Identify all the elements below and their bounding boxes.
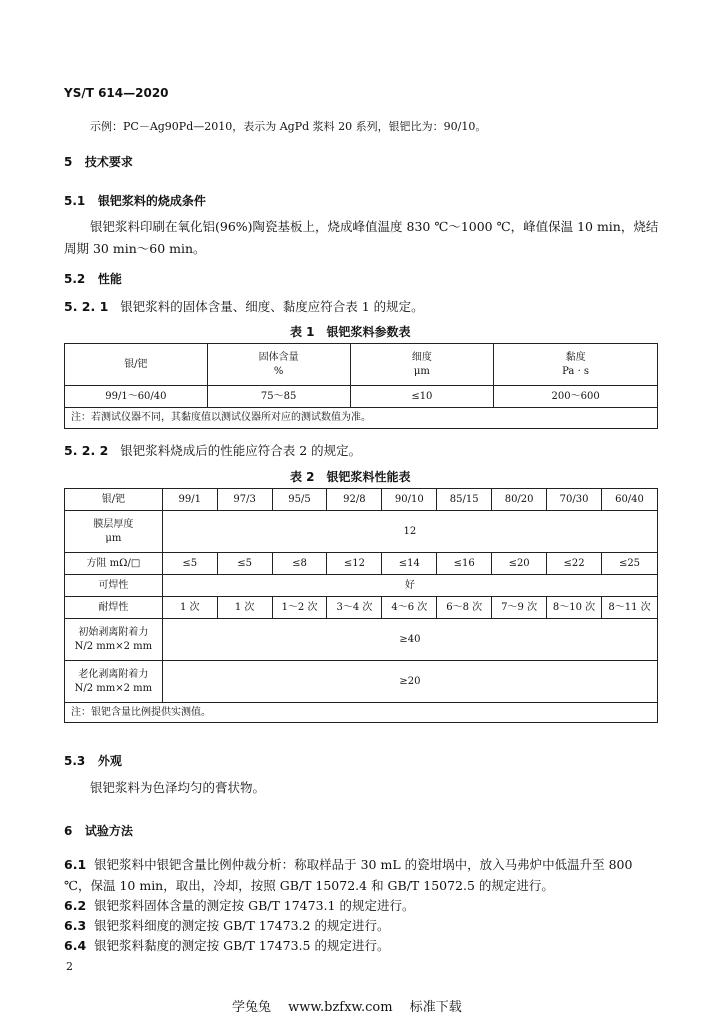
document-header: YS/T 614—2020 bbox=[64, 86, 169, 100]
row-label-unit: μm bbox=[105, 532, 122, 544]
clause-text: 银钯浆料烧成后的性能应符合表 2 的规定。 bbox=[120, 443, 362, 458]
table-cell: ≤12 bbox=[327, 553, 382, 575]
table-cell: 1 次 bbox=[162, 597, 217, 619]
section-title: 外观 bbox=[97, 754, 122, 768]
paragraph-line: 银钯浆料为色泽均匀的膏状物。 bbox=[90, 780, 266, 795]
header-cell: 银/钯 bbox=[65, 489, 163, 511]
table-2-caption: 表 2 银钯浆料性能表 bbox=[290, 470, 411, 484]
table-cell: 75～85 bbox=[207, 386, 350, 408]
table-cell: 1～2 次 bbox=[272, 597, 327, 619]
page-number: 2 bbox=[66, 960, 73, 973]
table-note: 注：银钯含量比例提供实测值。 bbox=[65, 703, 658, 723]
header-cell: 90/10 bbox=[382, 489, 437, 511]
section-5-3-heading bbox=[64, 752, 122, 769]
table-cell: ≤20 bbox=[492, 553, 547, 575]
table-cell: ≤5 bbox=[217, 553, 272, 575]
table-1-caption: 表 1 银钯浆料参数表 bbox=[290, 325, 411, 339]
table-1 bbox=[64, 343, 658, 429]
row-label: 耐焊性 bbox=[65, 597, 163, 619]
clause-6-3 bbox=[64, 916, 389, 936]
table-cell: ≥20 bbox=[162, 661, 657, 703]
table-cell: ≤14 bbox=[382, 553, 437, 575]
section-title: 性能 bbox=[97, 272, 122, 286]
row-label bbox=[65, 619, 163, 661]
row-label-text: 膜层厚度 bbox=[93, 518, 134, 530]
section-number: 6 bbox=[64, 824, 73, 838]
paragraph-line: ℃，保温 10 min，取出，冷却，按照 GB/T 15072.4 和 GB/T 15072.5 的规定进行。 bbox=[64, 878, 554, 893]
table-cell: ≤16 bbox=[437, 553, 492, 575]
header-cell bbox=[207, 344, 350, 386]
row-label-unit: N/2 mm×2 mm bbox=[74, 640, 153, 652]
clause-text: 银钯浆料黏度的测定按 GB/T 17473.5 的规定进行。 bbox=[94, 938, 390, 953]
table-cell: 99/1～60/40 bbox=[65, 386, 208, 408]
clause-number: 6.3 bbox=[64, 918, 87, 933]
table-cell: 好 bbox=[162, 575, 657, 597]
header-cell bbox=[494, 344, 658, 386]
clause-number: 6.4 bbox=[64, 938, 87, 953]
clause-number: 5. 2. 1 bbox=[64, 299, 109, 314]
table-cell: 3～4 次 bbox=[327, 597, 382, 619]
section-number: 5.2 bbox=[64, 272, 86, 286]
clause-number: 6.1 bbox=[64, 857, 87, 872]
header-cell: 60/40 bbox=[601, 489, 657, 511]
section-5-2-heading bbox=[64, 270, 122, 287]
header-cell: 银/钯 bbox=[65, 344, 208, 386]
header-label: 固体含量 bbox=[258, 351, 299, 363]
table-cell: 6～8 次 bbox=[437, 597, 492, 619]
header-unit: μm bbox=[413, 365, 430, 377]
section-number: 5 bbox=[64, 155, 73, 169]
site-footer: 学兔兔 www.bzfxw.com 标准下载 bbox=[232, 1000, 462, 1015]
clause-6-4 bbox=[64, 936, 389, 956]
header-cell bbox=[350, 344, 494, 386]
section-6-heading bbox=[64, 822, 133, 839]
table-2 bbox=[64, 488, 658, 723]
table-cell: 12 bbox=[162, 511, 657, 553]
table-cell: 4～6 次 bbox=[382, 597, 437, 619]
table-cell: ≤5 bbox=[162, 553, 217, 575]
table-cell: 7～9 次 bbox=[492, 597, 547, 619]
section-title: 试验方法 bbox=[84, 824, 133, 838]
row-label-text: 初始剥离附着力 bbox=[78, 626, 149, 638]
clause-number: 6.2 bbox=[64, 898, 87, 913]
paragraph-line: 周期 30 min～60 min。 bbox=[64, 241, 206, 256]
table-cell: ≤25 bbox=[601, 553, 657, 575]
clause-number: 5. 2. 2 bbox=[64, 443, 109, 458]
header-cell: 95/5 bbox=[272, 489, 327, 511]
clause-6-2 bbox=[64, 896, 414, 916]
section-5-heading bbox=[64, 153, 133, 170]
clause-5-2-1 bbox=[64, 297, 424, 317]
section-number: 5.1 bbox=[64, 194, 86, 208]
header-cell: 85/15 bbox=[437, 489, 492, 511]
row-label bbox=[65, 511, 163, 553]
header-unit: % bbox=[273, 365, 284, 377]
header-cell: 97/3 bbox=[217, 489, 272, 511]
table-cell: 8～10 次 bbox=[547, 597, 602, 619]
section-5-1-heading bbox=[64, 192, 206, 209]
header-cell: 92/8 bbox=[327, 489, 382, 511]
table-cell: ≥40 bbox=[162, 619, 657, 661]
clause-text: 银钯浆料固体含量的测定按 GB/T 17473.1 的规定进行。 bbox=[94, 898, 415, 913]
clause-text: 银钯浆料中银钯含量比例仲裁分析：称取样品于 30 mL 的瓷坩埚中，放入马弗炉中低温升至 800 bbox=[94, 857, 633, 872]
row-label-unit: N/2 mm×2 mm bbox=[74, 682, 153, 694]
header-cell: 70/30 bbox=[547, 489, 602, 511]
table-cell: ≤10 bbox=[350, 386, 494, 408]
clause-6-1 bbox=[64, 855, 632, 875]
example-note: 示例：PC－Ag90Pd—2010，表示为 AgPd 浆料 20 系列，银钯比为：90/10。 bbox=[90, 120, 487, 133]
header-unit: Pa · s bbox=[562, 365, 590, 377]
table-cell: ≤22 bbox=[547, 553, 602, 575]
header-label: 细度 bbox=[411, 351, 432, 363]
row-label bbox=[65, 661, 163, 703]
table-cell: 8～11 次 bbox=[601, 597, 657, 619]
table-cell: 1 次 bbox=[217, 597, 272, 619]
row-label-text: 老化剥离附着力 bbox=[78, 668, 149, 680]
section-title: 银钯浆料的烧成条件 bbox=[97, 194, 206, 208]
table-cell: ≤8 bbox=[272, 553, 327, 575]
row-label: 方阻 mΩ/□ bbox=[65, 553, 163, 575]
row-label: 可焊性 bbox=[65, 575, 163, 597]
table-cell: 200～600 bbox=[494, 386, 658, 408]
clause-text: 银钯浆料细度的测定按 GB/T 17473.2 的规定进行。 bbox=[94, 918, 390, 933]
clause-5-2-2 bbox=[64, 441, 361, 461]
table-note: 注：若测试仪器不同，其黏度值以测试仪器所对应的测试数值为准。 bbox=[65, 408, 658, 429]
header-cell: 80/20 bbox=[492, 489, 547, 511]
paragraph-line: 银钯浆料印刷在氧化铝(96%)陶瓷基板上，烧成峰值温度 830 ℃～1000 ℃，峰值保温 10 min，烧结 bbox=[90, 219, 659, 234]
section-title: 技术要求 bbox=[84, 155, 133, 169]
header-label: 黏度 bbox=[565, 351, 586, 363]
header-cell: 99/1 bbox=[162, 489, 217, 511]
clause-text: 银钯浆料的固体含量、细度、黏度应符合表 1 的规定。 bbox=[120, 299, 424, 314]
section-number: 5.3 bbox=[64, 754, 86, 768]
